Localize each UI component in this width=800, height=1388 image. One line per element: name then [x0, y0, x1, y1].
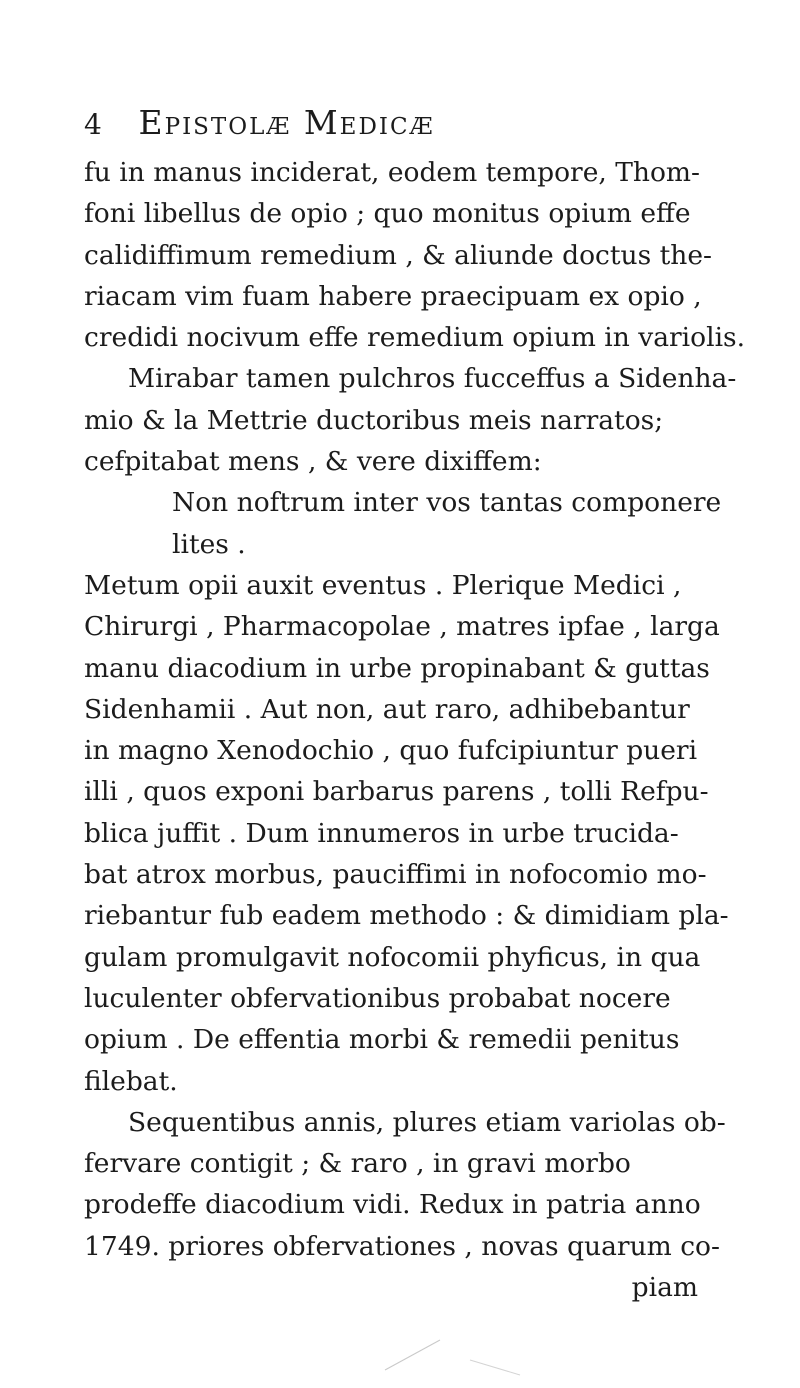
text-run: filebat.	[84, 1065, 178, 1097]
text-run: riacam vim fuam habere praecipuam ex opio ,	[84, 280, 702, 312]
text-line	[84, 689, 774, 730]
text-run: fervare contigit ; & raro , in gravi morbo	[84, 1148, 631, 1180]
text-run: blica juffit . Dum innumeros in urbe trucida-	[84, 817, 679, 849]
text-run: cefpitabat mens , & vere dixiffem:	[84, 446, 542, 478]
text-line	[84, 937, 774, 978]
text-run: gulam promulgavit nofocomii phyficus, in qua	[84, 941, 701, 973]
text-line	[84, 358, 774, 399]
text-line	[84, 1102, 774, 1143]
text-line	[84, 1019, 774, 1060]
text-run: Chirurgi , Pharmacopolae , matres ipfae , larga	[84, 611, 720, 643]
text-line	[84, 606, 774, 647]
text-line	[84, 441, 774, 482]
text-line	[84, 482, 774, 523]
italic-text: mio	[84, 404, 134, 436]
text-run: . Aut non, aut raro, adhibebantur	[235, 693, 690, 725]
italic-text: lites .	[172, 528, 246, 560]
text-line	[84, 152, 774, 193]
text-line	[84, 813, 774, 854]
text-line	[84, 730, 774, 771]
running-title: Epistolæ Medicæ	[138, 103, 435, 142]
text-line	[84, 854, 774, 895]
text-line	[84, 193, 774, 234]
text-run: &	[133, 404, 174, 436]
text-line	[84, 524, 774, 565]
text-line	[84, 276, 774, 317]
text-run: foni libellus de opio ; quo monitus opium effe	[84, 198, 691, 230]
text-line	[84, 565, 774, 606]
text-run: 1749. priores obfervationes , novas quarum co-	[84, 1230, 720, 1262]
text-run: fu in manus inciderat, eodem tempore, Thom-	[84, 157, 701, 188]
text-run: riebantur fub eadem methodo : & dimidiam pla-	[84, 900, 729, 932]
text-run: , & aliunde doctus the-	[396, 239, 712, 271]
text-line	[84, 235, 774, 276]
italic-text: Sidenha-	[618, 363, 737, 395]
text-run: piam	[631, 1272, 698, 1304]
italic-text: Non noftrum inter vos tantas componere	[172, 487, 722, 519]
italic-text: Sidenhamii	[84, 693, 236, 725]
text-line	[84, 317, 774, 358]
page-number: 4	[84, 108, 102, 141]
italic-text: calidiffimum remedium	[84, 239, 397, 271]
text-run: illi , quos exponi barbarus parens , tolli Refpu-	[84, 776, 709, 808]
text-line	[84, 1143, 774, 1184]
text-line	[84, 1061, 774, 1102]
text-line	[84, 771, 774, 812]
text-run: in magno Xenodochio , quo fufcipiuntur pueri	[84, 735, 698, 767]
text-run: prodeffe diacodium vidi. Redux in patria anno	[84, 1189, 701, 1221]
text-run: credidi nocivum effe remedium opium in variolis.	[84, 322, 746, 354]
text-run: opium . De effentia morbi & remedii penitus	[84, 1024, 680, 1056]
text-run: Metum opii auxit eventus . Plerique Medici ,	[84, 569, 682, 601]
text-run: bat atrox morbus, pauciffimi in nofocomio mo-	[84, 859, 707, 891]
text-line	[84, 648, 774, 689]
pencil-stroke-mark	[380, 1300, 530, 1380]
running-head	[84, 101, 704, 145]
text-run: luculenter obfervationibus probabat nocere	[84, 982, 671, 1014]
body-text	[84, 152, 774, 1308]
italic-text: la Mettrie	[174, 404, 308, 436]
text-run: manu diacodium in urbe propinabant & guttas	[84, 652, 710, 684]
text-line	[84, 400, 774, 441]
text-line	[84, 1226, 774, 1267]
text-run: Sequentibus annis, plures etiam variolas ob-	[128, 1106, 726, 1138]
text-line	[84, 978, 774, 1019]
text-line	[84, 1184, 774, 1225]
text-line	[84, 895, 774, 936]
text-run: ductoribus meis narratos;	[307, 404, 664, 436]
text-run: Mirabar tamen pulchros fucceffus a	[128, 363, 619, 395]
